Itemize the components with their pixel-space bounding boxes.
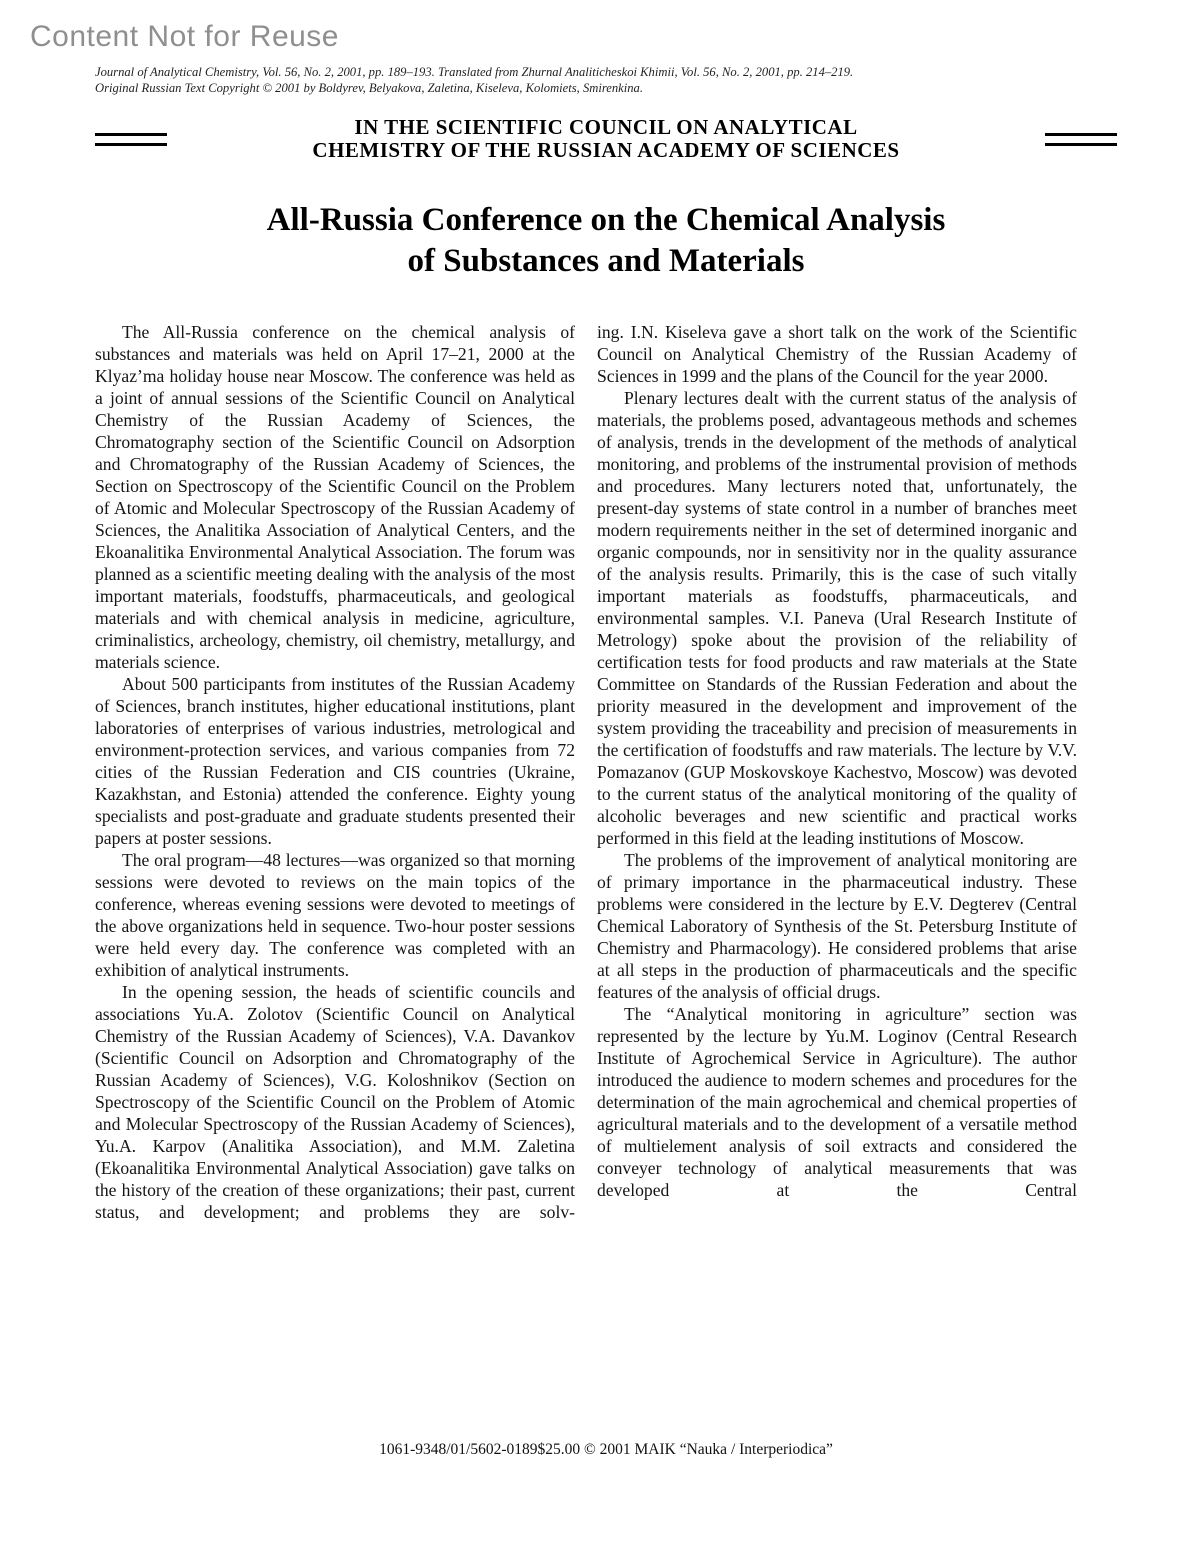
paragraph-intro: The All-Russia conference on the chemical analysis of substances and materials was held on April 17–21, 2000 at the Klyaz’ma holiday house near Moscow. The conference was held as a joint of annual sessions of the Scientific Council on Analytical Chemistry of the Russian Academy of Sciences, the Chromatography section of the Scientific Council on Adsorption and Chromatography of the Russian Academy of Sciences, the Section on Spectroscopy of the Scientific Council on the Problem of Atomic and Molecular Spectroscopy of the Russian Academy of Sciences, the Analitika Association of Analytical Centers, and the Ekoanalitika Environmental Analytical Association. The forum was planned as a scientific meeting dealing with the analysis of the most important materials, foodstuffs, pharmaceuticals, and geological materials and with chemical analysis in medicine, agriculture, criminalistics, archeology, chemistry, oil chemistry, metallurgy, and materials science.	[95, 322, 575, 672]
article-title-line1: All-Russia Conference on the Chemical Analysis	[266, 202, 946, 238]
paragraph-opening-session: In the opening session, the heads of scientific councils and associations Yu.A. Zolotov (Scientific Council on Analytical Chemistry of the Russian Academy of Sciences), V.A. Davankov (Scientific Council on Adsorption and Chromatography of the Russian Academy of Sciences), V.G. Koloshnikov (Section on Spectroscopy of the Scientific Council on the Problem of Atomic and Molecular Spectroscopy of the Russian Academy of Sciences), Yu.A. Karpov (Analitika Association), and M.M. Zaletina (Ekoanalitika Environmental Analytical Association) gave talks on the history of the creation of these organizations; their past, current status, and development; and problems they are solv-	[95, 982, 575, 1222]
paragraph-oral-program: The oral program—48 lectures—was organized so that morning sessions were devoted to reviews on the main topics of the conference, whereas evening sessions were devoted to meetings of the above organizations held in sequence. Two-hour poster sessions were held every day. The conference was completed with an exhibition of analytical instruments.	[95, 850, 575, 980]
article-body	[95, 321, 1077, 1223]
masthead	[95, 64, 1105, 96]
right-double-rule	[1045, 133, 1117, 146]
paragraph-plenary-lectures: Plenary lectures dealt with the current status of the analysis of materials, the problems posed, advantageous methods and schemes of analysis, trends in the development of the methods of analytical monitoring, and problems of the instrumental provision of methods and procedures. Many lecturers noted that, unfortunately, the present-day systems of state control in a number of branches meet modern requirements neither in the set of determined inorganic and organic compounds, nor in sensitivity nor in the quality assurance of the analysis results. Primarily, this is the case of such vitally important materials as foodstuffs, pharmaceuticals, and environmental samples. V.I. Paneva (Ural Research Institute of Metrology) spoke about the provision of the reliability of certification tests for food products and raw materials at the State Committee on Standards of the Russian Federation and about the priority measured in the development and improvement of the system providing the traceability and precision of measurements in the certification of foodstuffs and raw materials. The lecture by V.V. Pomazanov (GUP Moskovskoye Kachestvo, Moscow) was devoted to the current status of the analytical monitoring of the quality of alcoholic beverages and new scientific and practical works performed in this field at the leading institutions of Moscow.	[597, 388, 1077, 848]
paragraph-opening-session-continued: ing. I.N. Kiseleva gave a short talk on the work of the Scientific Council on Analytical Chemistry of the Russian Academy of Sciences in 1999 and the plans of the Council for the year 2000.	[597, 322, 1077, 386]
left-column	[95, 321, 575, 1223]
paragraph-participants: About 500 participants from institutes of the Russian Academy of Sciences, branch institutes, higher educational institutions, plant laboratories of enterprises of various industries, metrological and environment-protection services, and various companies from 72 cities of the Russian Federation and CIS countries (Ukraine, Kazakhstan, and Estonia) attended the conference. Eighty young specialists and post-graduate and graduate students presented their papers at poster sessions.	[95, 674, 575, 848]
left-double-rule	[95, 133, 167, 146]
article-title-line2: of Substances and Materials	[407, 243, 805, 279]
paragraph-agriculture: The “Analytical monitoring in agriculture” section was represented by the lecture by Yu.M. Loginov (Central Research Institute of Agrochemical Service in Agriculture). The author introduced the audience to modern schemes and procedures for the determination of the main agrochemical and chemical properties of agricultural materials and to the development of a versatile method of multielement analysis of soil extracts and considered the conveyer technology of analytical measurements that was developed at the Central	[597, 1004, 1077, 1200]
footer-copyright: 1061-9348/01/5602-0189$25.00 © 2001 MAIK “Nauka / Interperiodica”	[379, 1441, 833, 1458]
watermark-text: Content Not for Reuse	[30, 20, 339, 53]
journal-citation-line: Journal of Analytical Chemistry, Vol. 56, No. 2, 2001, pp. 189–193. Translated from Zhurnal Analiticheskoi Khimii, Vol. 56, No. 2, 2001, pp. 214–219.	[95, 65, 854, 79]
section-heading-line2: CHEMISTRY OF THE RUSSIAN ACADEMY OF SCIENCES	[312, 138, 900, 162]
copyright-note-line: Original Russian Text Copyright © 2001 by Boldyrev, Belyakova, Zaletina, Kiseleva, Kolomiets, Smirenkina.	[95, 81, 643, 95]
paragraph-pharmaceutical: The problems of the improvement of analytical monitoring are of primary importance in the pharmaceutical industry. These problems were considered in the lecture by E.V. Degterev (Central Chemical Laboratory of Synthesis of the St. Petersburg Institute of Chemistry and Pharmacology). He considered problems that arise at all steps in the production of pharmaceuticals and the specific features of the analysis of official drugs.	[597, 850, 1077, 1002]
section-heading	[167, 116, 1045, 162]
article-title	[95, 200, 1117, 282]
right-column	[597, 321, 1077, 1223]
section-heading-line1: IN THE SCIENTIFIC COUNCIL ON ANALYTICAL	[354, 115, 858, 139]
section-heading-row	[95, 116, 1117, 162]
